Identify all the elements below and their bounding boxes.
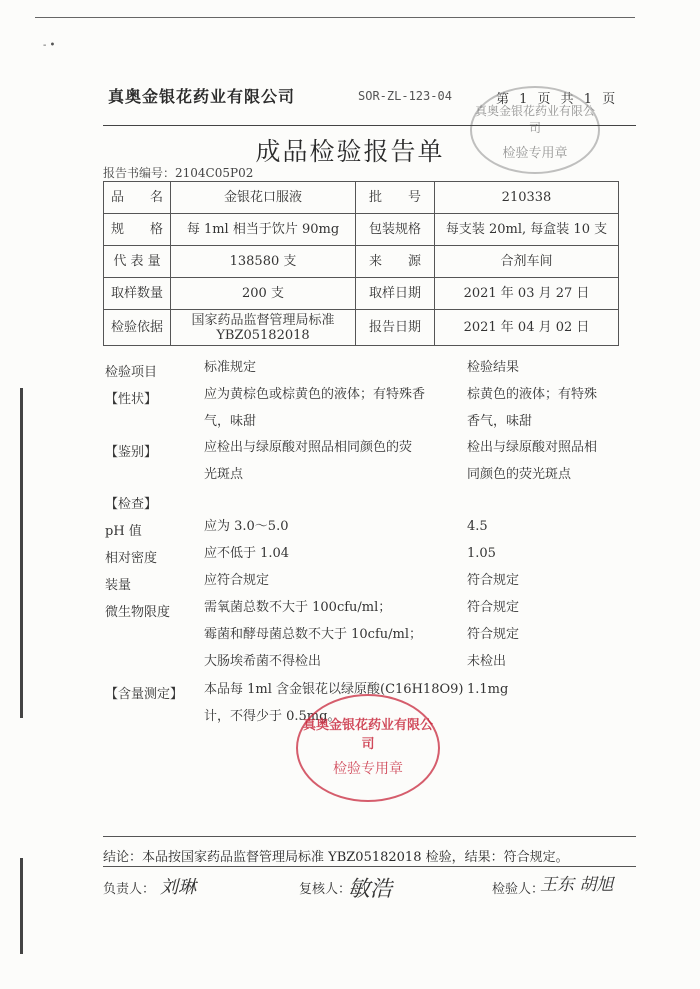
document-code: SOR-ZL-123-04 [358,89,452,103]
ph-standard: 应为 3.0～5.0 [204,519,289,534]
identify-standard [204,434,412,488]
identify-standard-line: 光斑点 [204,467,244,482]
assay-standard-line: 计，不得少于 0.5mg。 [204,709,341,724]
batch-label: 批 号 [356,182,435,214]
sample-qty-value: 200 支 [171,278,356,310]
source-value: 合剂车间 [435,246,619,278]
responsible-signature: 刘琳 [160,877,196,898]
density-result: 1.05 [467,546,496,561]
identify-result [467,434,597,488]
identify-standard-line: 应检出与绿原酸对照品相同颜色的荧 [204,440,413,455]
product-name-value: 金银花口服液 [171,182,356,214]
sample-qty-label: 取样数量 [104,278,171,310]
batch-value: 210338 [435,182,619,214]
package-value: 每支装 20ml, 每盒装 10 支 [435,214,619,246]
spec-label: 规 格 [104,214,171,246]
appearance-result-line: 棕黄色的液体；有特殊 [467,387,598,402]
identify-item: 【鉴别】 [105,445,158,460]
stamp-top-sub-text: 检验专用章 [502,146,568,161]
assay-standard-line: 本品每 1ml 含金银花以绿原酸(C16H18O9) [204,682,464,697]
source-label: 来 源 [356,246,435,278]
stamp-bottom-arc-text: 真奥金银花药业有限公司 [302,718,433,752]
company-name: 真奥金银花药业有限公司 [108,87,296,106]
top-border-line [35,17,635,18]
footer-rule [103,836,636,837]
basis-value [171,310,356,346]
micro-standard-line: 大肠埃希菌不得检出 [204,654,322,669]
table-row [104,182,619,214]
appearance-item: 【性状】 [105,392,158,407]
info-table [103,181,619,346]
reviewer-label: 复核人： [299,882,352,897]
spec-value: 每 1ml 相当于饮片 90mg [171,214,356,246]
report-number: 报告书编号：2104C05P02 [103,166,254,180]
micro-standard-line: 需氧菌总数不大于 100cfu/ml； [204,600,392,615]
margin-bar [20,858,23,954]
inspector-label: 检验人： [492,882,545,897]
micro-result-line: 未检出 [467,654,507,669]
rep-qty-value: 138580 支 [171,246,356,278]
identify-result-line: 检出与绿原酸对照品相 [467,440,598,455]
inspection-stamp-bottom [296,694,440,802]
micro-result [467,594,519,675]
margin-mark: - • [43,40,56,51]
micro-result-line: 符合规定 [467,627,520,642]
sample-date-label: 取样日期 [356,278,435,310]
rep-qty-label: 代 表 量 [104,246,171,278]
stamp-top-arc-text: 真奥金银花药业有限公司 [474,104,595,135]
margin-bar [20,388,23,718]
micro-result-line: 符合规定 [467,600,520,615]
micro-standard [204,594,422,675]
footer-rule [103,866,636,867]
page-title: 成品检验报告单 [255,137,445,166]
micro-item: 微生物限度 [105,605,171,620]
micro-standard-line: 霉菌和酵母菌总数不大于 10cfu/ml； [204,627,423,642]
reviewer-signature: 敏浩 [348,877,393,902]
sample-date-value: 2021 年 03 月 27 日 [435,278,619,310]
volume-item: 装量 [105,578,132,593]
table-row [104,278,619,310]
basis-line-1: 国家药品监督管理局标准 [191,312,335,328]
header-rule [103,125,636,126]
product-name-label: 品 名 [104,182,171,214]
page-info: 第 1 页 共 1 页 [496,92,616,107]
assay-item: 【含量测定】 [105,687,184,702]
volume-standard: 应符合规定 [204,573,270,588]
basis-line-2: YBZ05182018 [216,327,310,343]
density-standard: 应不低于 1.04 [204,546,290,561]
report-date-label: 报告日期 [356,310,435,346]
appearance-result-line: 香气，味甜 [467,414,533,429]
results-result-header: 检验结果 [467,360,520,375]
identify-result-line: 同颜色的荧光斑点 [467,467,572,482]
ph-result: 4.5 [467,519,488,534]
results-item-header: 检验项目 [105,365,158,380]
table-row [104,310,619,346]
basis-label: 检验依据 [104,310,171,346]
check-item: 【检查】 [105,497,158,512]
appearance-standard-line: 气，味甜 [204,414,257,429]
report-date-value: 2021 年 04 月 02 日 [435,310,619,346]
appearance-standard [204,381,425,435]
conclusion-text: 结论：本品按国家药品监督管理局标准 YBZ05182018 检验，结果：符合规定。 [103,850,569,865]
table-row [104,246,619,278]
inspector-signature: 王东 胡旭 [540,875,614,895]
ph-item: pH 值 [105,524,142,539]
results-standard-header: 标准规定 [204,360,257,375]
table-row [104,214,619,246]
package-label: 包装规格 [356,214,435,246]
appearance-standard-line: 应为黄棕色或棕黄色的液体；有特殊香 [204,387,426,402]
stamp-bottom-sub-text: 检验专用章 [333,761,403,777]
assay-result: 1.1mg [467,682,509,697]
responsible-label: 负责人： [103,882,156,897]
volume-result: 符合规定 [467,573,520,588]
appearance-result [467,381,597,435]
density-item: 相对密度 [105,551,158,566]
